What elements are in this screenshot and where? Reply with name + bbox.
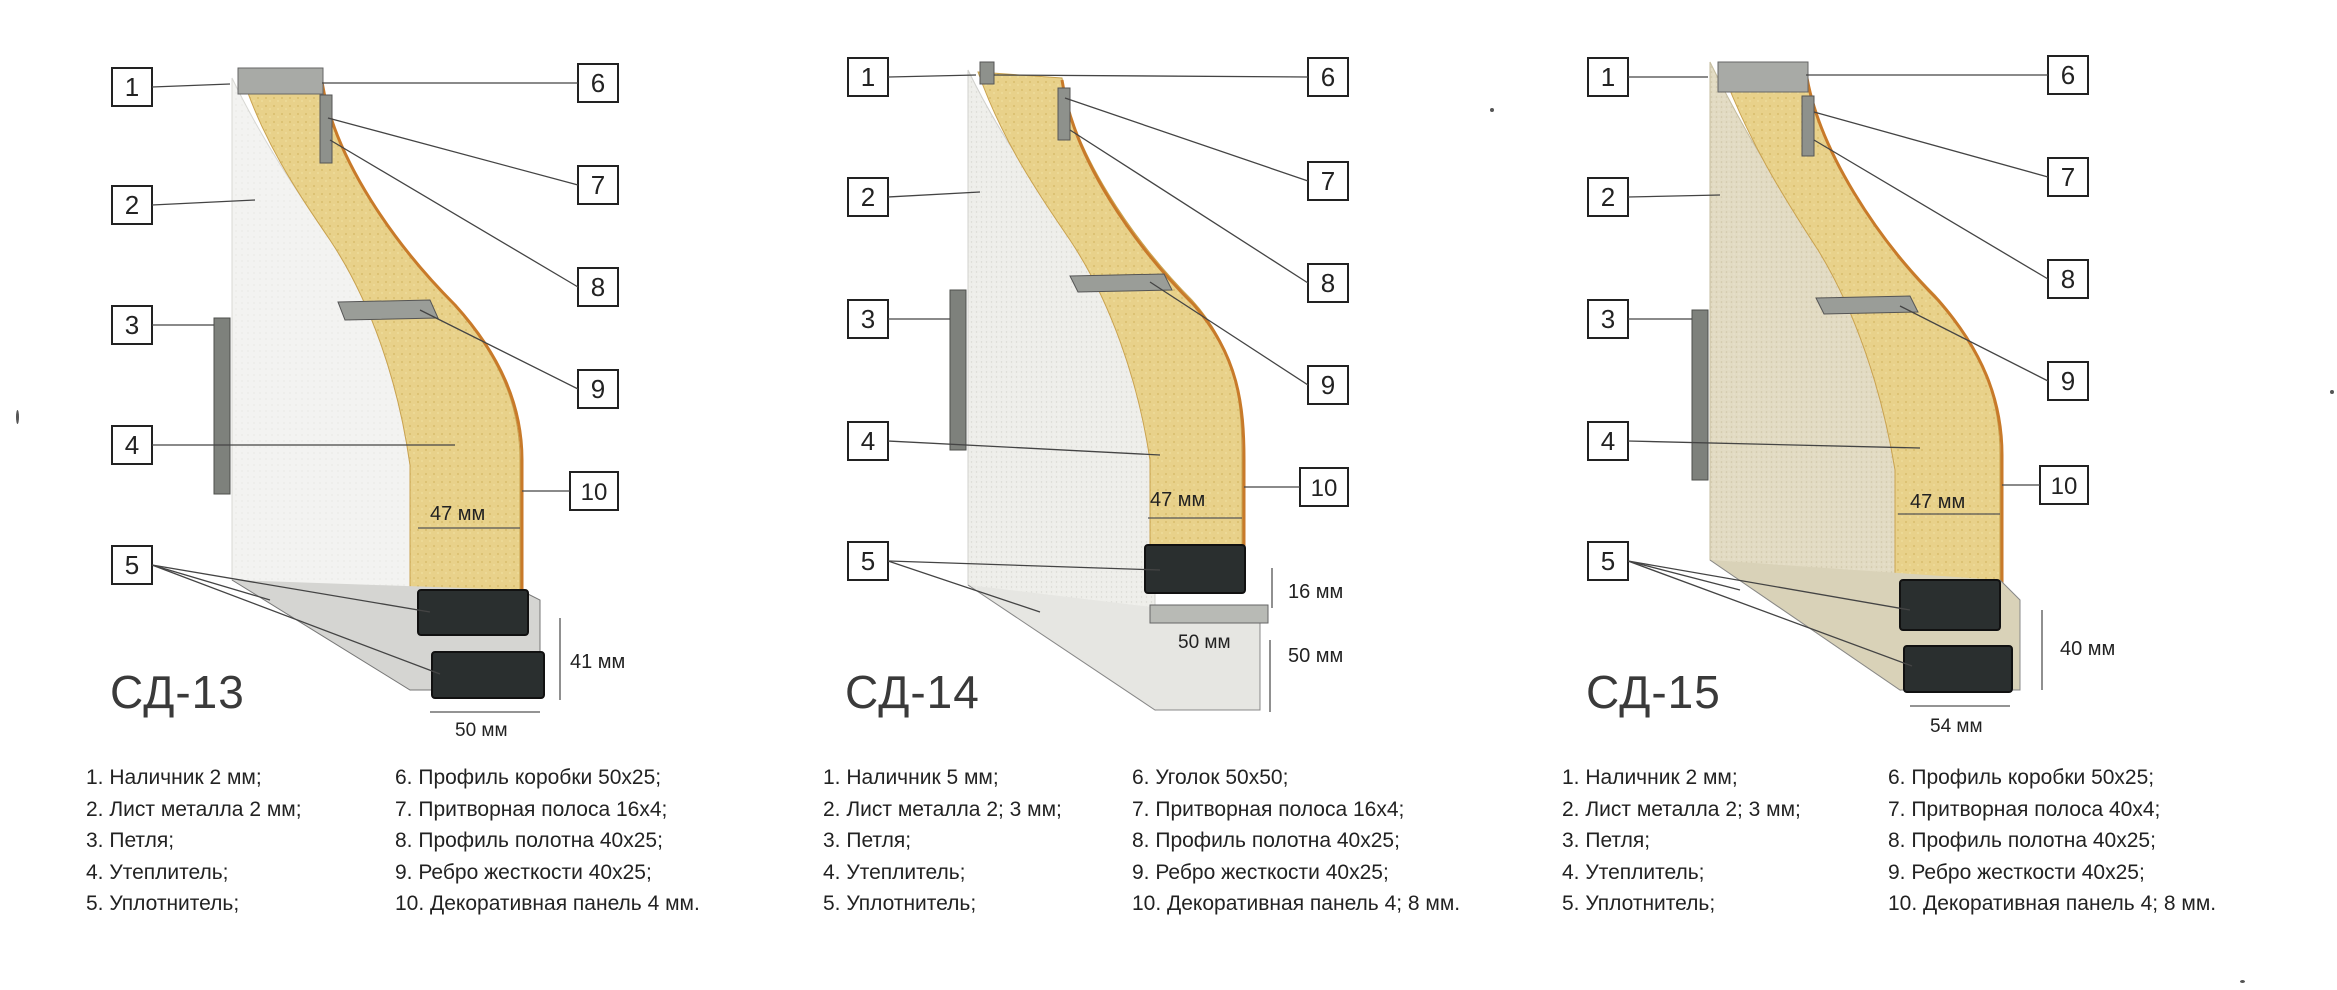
svg-text:5: 5 bbox=[124, 550, 140, 580]
callout-box-2 bbox=[112, 186, 152, 224]
scan-speck bbox=[2240, 980, 2245, 983]
svg-text:1: 1 bbox=[124, 72, 140, 102]
legend-left bbox=[1562, 762, 1862, 920]
angle-bottom bbox=[1150, 605, 1268, 623]
legend-item: 4. Утеплитель; bbox=[86, 860, 229, 884]
callout-box-1 bbox=[1588, 58, 1628, 96]
legend-item: 10. Декоративная панель 4; 8 мм. bbox=[1888, 892, 2217, 915]
legend-right bbox=[1888, 762, 2216, 920]
callout-box-5 bbox=[848, 542, 888, 580]
legend-item: 5. Уплотнитель; bbox=[1562, 892, 1716, 915]
callout-box-5 bbox=[1588, 542, 1628, 580]
legend-item: 10. Декоративная панель 4 мм. bbox=[395, 892, 700, 915]
legend-item: 2. Лист металла 2; 3 мм; bbox=[823, 797, 1062, 821]
svg-text:6: 6 bbox=[590, 68, 606, 98]
dim-height: 16 мм bbox=[1288, 581, 1344, 603]
callout-box-4 bbox=[1588, 422, 1628, 460]
legend-item: 7. Притворная полоса 16х4; bbox=[395, 797, 668, 821]
legend-left bbox=[86, 762, 386, 920]
scan-speck bbox=[2330, 390, 2334, 394]
svg-text:9: 9 bbox=[590, 374, 606, 404]
svg-text:3: 3 bbox=[860, 304, 876, 334]
legend-left bbox=[823, 762, 1123, 920]
callout-box-4 bbox=[112, 426, 152, 464]
legend-right bbox=[395, 762, 700, 920]
legend-item: 9. Ребро жесткости 40х25; bbox=[1888, 860, 2145, 884]
legend-item: 3. Петля; bbox=[823, 829, 912, 852]
svg-text:8: 8 bbox=[590, 272, 606, 302]
callout-box-4 bbox=[848, 422, 888, 460]
svg-text:4: 4 bbox=[860, 426, 876, 456]
panel-sd15 bbox=[1480, 0, 2220, 990]
callout-box-9 bbox=[1308, 366, 1348, 404]
door-cross-section-diagram bbox=[0, 0, 740, 760]
model-title: СД-15 bbox=[1586, 666, 1721, 718]
dim-width: 54 мм bbox=[1930, 716, 1983, 737]
svg-text:5: 5 bbox=[860, 546, 876, 576]
seal-lower bbox=[432, 652, 544, 698]
legend-item: 2. Лист металла 2; 3 мм; bbox=[1562, 797, 1801, 821]
strike-strip bbox=[1058, 88, 1070, 140]
legend-item: 3. Петля; bbox=[86, 829, 175, 852]
dim-width: 50 мм bbox=[1178, 632, 1231, 653]
svg-text:9: 9 bbox=[1320, 370, 1336, 400]
callout-box-8 bbox=[2048, 260, 2088, 298]
legend-item: 1. Наличник 5 мм; bbox=[823, 766, 999, 789]
callout-box-3 bbox=[848, 300, 888, 338]
legend-item: 6. Профиль коробки 50х25; bbox=[1888, 766, 2155, 789]
stiffener-rib bbox=[1816, 296, 1918, 314]
dim-thickness: 47 мм bbox=[1910, 491, 1966, 513]
model-title: СД-14 bbox=[845, 666, 980, 718]
svg-text:3: 3 bbox=[1600, 304, 1616, 334]
svg-text:10: 10 bbox=[1310, 475, 1338, 502]
svg-text:2: 2 bbox=[1600, 182, 1616, 212]
legend-item: 5. Уплотнитель; bbox=[86, 892, 240, 915]
seal-upper bbox=[418, 590, 528, 635]
legend-item: 7. Притворная полоса 40х4; bbox=[1888, 797, 2161, 821]
svg-text:5: 5 bbox=[1600, 546, 1616, 576]
door-cross-section-diagram bbox=[1480, 0, 2220, 760]
callout-box-2 bbox=[1588, 178, 1628, 216]
angle-profile-top bbox=[980, 62, 994, 84]
svg-text:3: 3 bbox=[124, 310, 140, 340]
hinge-shape bbox=[214, 318, 230, 494]
legend-item: 8. Профиль полотна 40х25; bbox=[1132, 829, 1400, 852]
frame-profile-top bbox=[238, 68, 323, 94]
callout-box-6 bbox=[1308, 58, 1348, 96]
svg-text:2: 2 bbox=[124, 190, 140, 220]
svg-text:8: 8 bbox=[1320, 268, 1336, 298]
callout-box-3 bbox=[1588, 300, 1628, 338]
legend-item: 6. Профиль коробки 50х25; bbox=[395, 766, 662, 789]
callout-box-7 bbox=[1308, 162, 1348, 200]
callout-box-6 bbox=[2048, 56, 2088, 94]
legend-item: 4. Утеплитель; bbox=[823, 860, 966, 884]
hinge-shape bbox=[950, 290, 966, 450]
strike-strip bbox=[1802, 96, 1814, 156]
callout-box-7 bbox=[578, 166, 618, 204]
dim-thickness: 47 мм bbox=[1150, 489, 1206, 511]
legend-item: 9. Ребро жесткости 40х25; bbox=[395, 860, 652, 884]
dim-height: 40 мм bbox=[2060, 638, 2116, 660]
svg-text:4: 4 bbox=[1600, 426, 1616, 456]
callout-box-2 bbox=[848, 178, 888, 216]
svg-text:7: 7 bbox=[1320, 166, 1336, 196]
callout-box-7 bbox=[2048, 158, 2088, 196]
legend-item: 4. Утеплитель; bbox=[1562, 860, 1705, 884]
legend-item: 3. Петля; bbox=[1562, 829, 1651, 852]
svg-text:6: 6 bbox=[1320, 62, 1336, 92]
scan-speck bbox=[16, 410, 19, 424]
legend-item: 8. Профиль полотна 40х25; bbox=[1888, 829, 2156, 852]
stiffener-rib bbox=[1070, 274, 1172, 292]
seal-lower bbox=[1904, 646, 2012, 692]
legend-item: 5. Уплотнитель; bbox=[823, 892, 977, 915]
callout-box-9 bbox=[578, 370, 618, 408]
svg-text:9: 9 bbox=[2060, 366, 2076, 396]
dim-height: 41 мм bbox=[570, 651, 626, 673]
svg-text:1: 1 bbox=[1600, 62, 1616, 92]
legend-item: 2. Лист металла 2 мм; bbox=[86, 797, 302, 821]
callout-box-8 bbox=[578, 268, 618, 306]
model-title: СД-13 bbox=[110, 666, 245, 718]
hinge-shape bbox=[1692, 310, 1708, 480]
legend-item: 1. Наличник 2 мм; bbox=[1562, 766, 1738, 789]
legend-right bbox=[1132, 762, 1460, 920]
callout-box-6 bbox=[578, 64, 618, 102]
callout-box-8 bbox=[1308, 264, 1348, 302]
callout-box-10 bbox=[2040, 466, 2088, 504]
legend-item: 10. Декоративная панель 4; 8 мм. bbox=[1132, 892, 1461, 915]
callout-box-1 bbox=[112, 68, 152, 106]
svg-text:2: 2 bbox=[860, 182, 876, 212]
seal-upper bbox=[1145, 545, 1245, 593]
dim-height-2: 50 мм bbox=[1288, 645, 1344, 667]
legend-item: 8. Профиль полотна 40х25; bbox=[395, 829, 663, 852]
strike-strip bbox=[320, 95, 332, 163]
panel-sd13 bbox=[0, 0, 740, 990]
callout-box-10 bbox=[570, 472, 618, 510]
callout-box-5 bbox=[112, 546, 152, 584]
svg-text:4: 4 bbox=[124, 430, 140, 460]
svg-text:10: 10 bbox=[580, 479, 608, 506]
callout-box-9 bbox=[2048, 362, 2088, 400]
svg-text:1: 1 bbox=[860, 62, 876, 92]
svg-text:7: 7 bbox=[590, 170, 606, 200]
svg-text:8: 8 bbox=[2060, 264, 2076, 294]
scan-speck bbox=[1490, 108, 1494, 112]
svg-text:7: 7 bbox=[2060, 162, 2076, 192]
svg-text:10: 10 bbox=[2050, 473, 2078, 500]
legend-item: 9. Ребро жесткости 40х25; bbox=[1132, 860, 1389, 884]
svg-text:6: 6 bbox=[2060, 60, 2076, 90]
seal-upper bbox=[1900, 580, 2000, 630]
frame-profile-top bbox=[1718, 62, 1808, 92]
callout-box-10 bbox=[1300, 468, 1348, 506]
legend-item: 6. Уголок 50х50; bbox=[1132, 766, 1289, 789]
door-cross-section-diagram bbox=[740, 0, 1480, 760]
legend-item: 1. Наличник 2 мм; bbox=[86, 766, 262, 789]
stiffener-rib bbox=[338, 300, 438, 320]
dim-thickness: 47 мм bbox=[430, 503, 486, 525]
callout-box-3 bbox=[112, 306, 152, 344]
dim-width: 50 мм bbox=[455, 720, 508, 741]
panel-sd14 bbox=[740, 0, 1480, 990]
callout-box-1 bbox=[848, 58, 888, 96]
legend-item: 7. Притворная полоса 16х4; bbox=[1132, 797, 1405, 821]
